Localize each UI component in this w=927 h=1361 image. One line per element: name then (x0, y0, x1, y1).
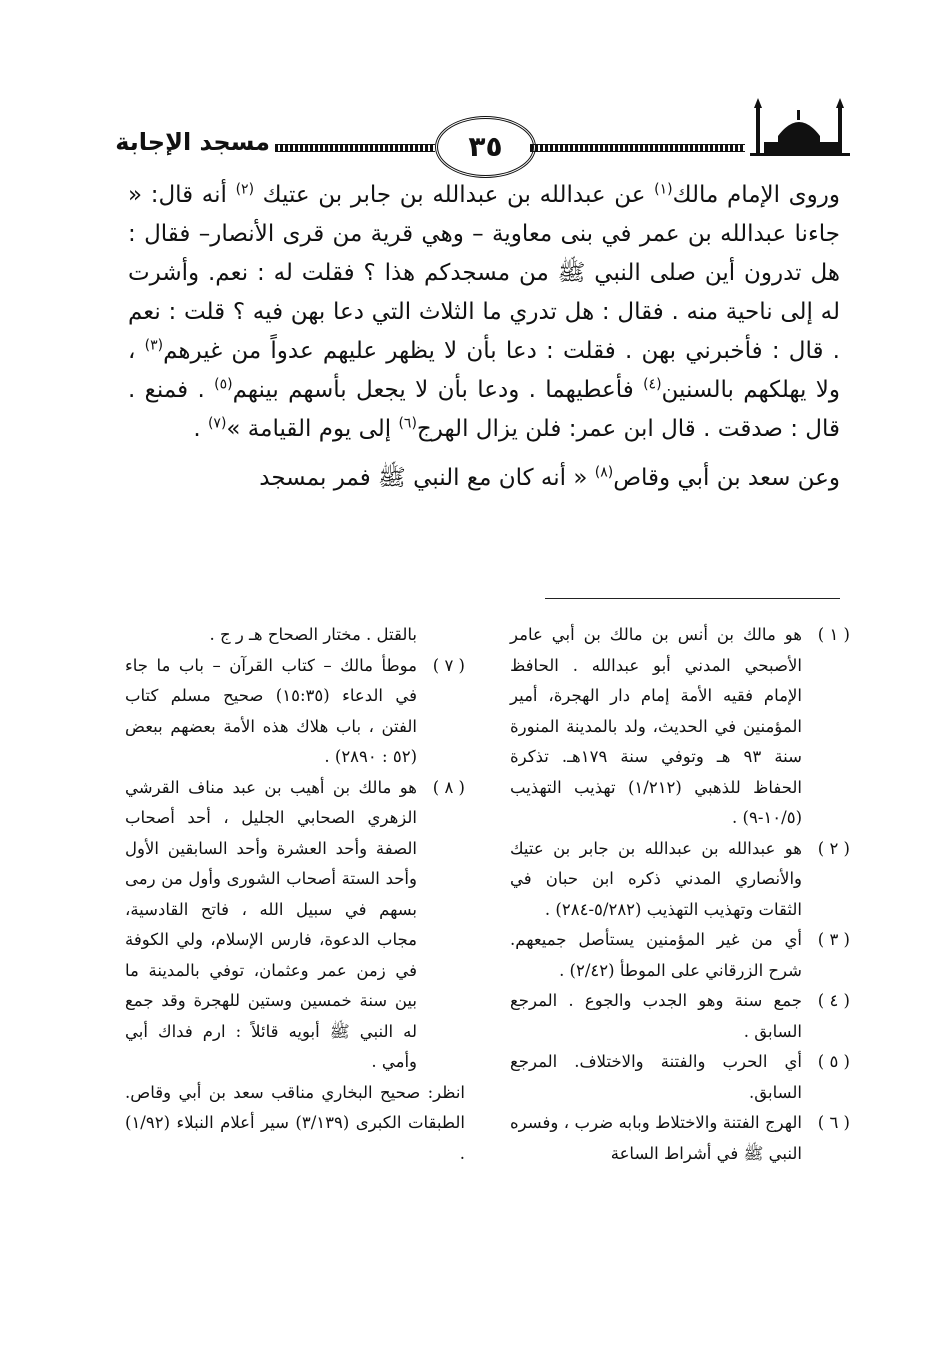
text-run: وروى الإمام مالك (672, 182, 840, 208)
footnote-text: الهرج الفتنة والاختلاط وبابه ضرب ، وفسره النبي ﷺ في أشراط الساعة (510, 1113, 802, 1163)
footnote-number: ( ١ ) (817, 625, 850, 644)
footnote-ref: (٢) (235, 181, 255, 198)
footnote-ref: (٧) (207, 415, 227, 432)
footnote-ref: (٦) (398, 415, 417, 432)
footnote-number: ( ٦ ) (817, 1113, 850, 1132)
footnote-8 (125, 773, 465, 1078)
footnote-text: هو مالك بن أنس بن مالك بن أبي عامر الأصبحي المدني أبو عبدالله . الحافظ الإمام فقيه الأمة إمام دار الهجرة، أمير المؤمنين في الحديث، ولد بالمدينة المنورة سنة ٩٣ هـ وتوفي سنة ١٧٩هـ. تذكرة الحفاظ للذهبي (١/٢١٢) تهذيب التهذيب (١٠/٥-٩) . (510, 625, 802, 827)
text-run: . فمنع . قال : صدقت . قال ابن عمر: فلن يزال الهرج (128, 377, 840, 442)
running-title: مسجد الإجابة (115, 128, 270, 156)
footnote-text: أي الحرب والفتنة والاختلاف. المرجع السابق. (510, 1052, 802, 1102)
footnote-5 (510, 1047, 850, 1108)
footnote-number: ( ٨ ) (432, 777, 465, 797)
footnote-number: ( ٤ ) (817, 991, 850, 1010)
footnote-number: ( ٧ ) (432, 655, 465, 675)
footnote-4 (510, 986, 850, 1047)
text-run: وعن سعد بن أبي وقاص (613, 465, 840, 491)
footnote-number: ( ٥ ) (817, 1052, 850, 1071)
footnote-ref: (٥) (214, 376, 233, 393)
page-header (110, 98, 850, 178)
footnote-text: هو مالك بن أهيب بن عبد مناف القرشي الزهري الصحابي الجليل ، أحد أصحاب الصفة وأحد العشرة وأحد السابقين الأول وأحد الستة أصحاب الشورى وأول من رمى بسهم في سبيل الله ، فاتح القادسية، مجاب الدعوة، فارس الإسلام، ولي الكوفة في زمن عمر وعثمان، توفي بالمدينة ما بين سنة خمسين وستين للهجرة وقد جمع له النبي ﷺ أبويه قائلاً : ارم فداك أبي وأمي . (125, 777, 417, 1071)
text-run: « أنه كان مع النبي ﷺ فمر بمسجد (259, 465, 595, 491)
footnote-separator (545, 598, 840, 599)
footnotes-right-column (510, 620, 850, 1169)
header-ornament-right (530, 144, 745, 152)
footnote-ref: (١) (654, 181, 673, 198)
footnote-number: ( ٢ ) (817, 838, 850, 858)
footnote-ref: (٣) (144, 337, 164, 354)
paragraph-saad (128, 459, 840, 498)
page-number: ٣٥ (435, 116, 536, 178)
footnote-text: أي من غير المؤمنين يستأصل جميعهم. شرح الزرقاني على الموطأ (٢/٤٢) . (510, 930, 802, 980)
footnote-1 (510, 620, 850, 834)
footnote-2 (510, 834, 850, 926)
footnote-7 (125, 651, 465, 773)
text-run: عن عبدالله بن عبدالله بن جابر بن عتيك (254, 182, 655, 208)
text-run: ، ولا يهلكهم بالسنين (128, 338, 840, 403)
footnote-6 (510, 1108, 850, 1169)
footnote-number: ( ٣ ) (817, 930, 850, 949)
mosque-icon (750, 98, 850, 158)
footnote-ref: (٤) (643, 376, 662, 393)
footnote-6-continuation: بالقتل . مختار الصحاح هـ ر ج . (209, 625, 417, 644)
footnote-text: موطأ مالك – كتاب القرآن – باب ما جاء في الدعاء (١٥:٣٥) صحيح مسلم كتاب الفتن ، باب هلاك هذه الأمة بعضهم ببعض (٥٢ : ٢٨٩٠) . (125, 655, 417, 766)
paragraph-malik (128, 176, 840, 449)
header-ornament-left (275, 144, 435, 152)
text-run: إلى يوم القيامة » (226, 416, 399, 442)
footnote-8-references: انظر: صحيح البخاري مناقب سعد بن أبي وقاص. الطبقات الكبرى (٣/١٣٩) سير أعلام النبلاء (١/٩٢) . (125, 1082, 465, 1163)
footnote-ref: (٨) (594, 464, 614, 481)
footnote-text: هو عبدالله بن عبدالله بن جابر بن عتيك والأنصاري المدني ذكره ابن حبان في الثقات وتهذيب التهذيب (٥/٢٨٢-٢٨٤) . (510, 838, 802, 919)
main-body-text (128, 176, 840, 498)
text-run: . (193, 416, 208, 442)
text-run: فأعطيهما . ودعا بأن لا يجعل بأسهم بينهم (232, 377, 644, 403)
footnotes-left-column (125, 620, 465, 1169)
text-run: أنه قال: « جاءنا عبدالله بن عمر في بنى معاوية – وهي قرية من قرى الأنصار– فقال : هل تدرون أين صلى النبي ﷺ من مسجدكم هذا ؟ فقلت له : نعم. وأشرت له إلى ناحية منه . فقال : هل تدري ما الثلاث التي دعا بهن فيه ؟ قلت : نعم . قال : فأخبرني بهن . فقلت : دعا بأن لا يظهر عليهم عدواً من غيرهم (128, 182, 840, 364)
footnote-text: جمع سنة وهو الجدب والجوع . المرجع السابق . (510, 991, 802, 1041)
footnote-3 (510, 925, 850, 986)
